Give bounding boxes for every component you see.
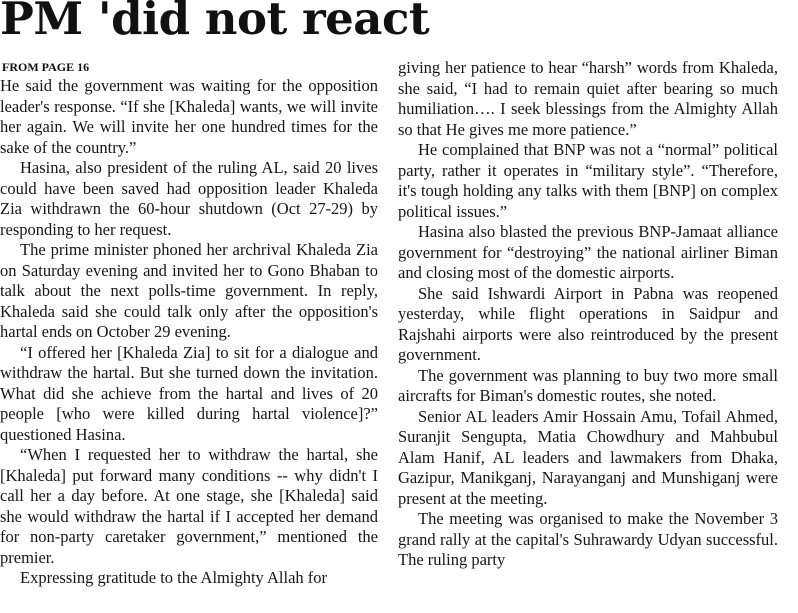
paragraph: He said the government was waiting for the opposition leader's response. “If she [Khaleda] wants, we will invite her again. We will invite her one hundred times for the sake of the country.” [0, 76, 378, 157]
right-column [398, 58, 778, 571]
paragraph: Senior AL leaders Amir Hossain Amu, Tofail Ahmed, Suranjit Sengupta, Matia Chowdhury and Mahbubul Alam Hanif, AL leaders and lawmakers from Dhaka, Gazipur, Manikganj, Narayanganj and Munshiganj were present at the meeting. [398, 406, 778, 508]
paragraph: She said Ishwardi Airport in Pabna was reopened yesterday, while flight operations in Saidpur and Rajshahi airports were also reintroduced by the present government. [398, 283, 778, 364]
paragraph: “I offered her [Khaleda Zia] to sit for a dialogue and withdraw the hartal. But she turned down the invitation. What did she achieve from the hartal and lives of 20 people [who were killed during hartal violence]?” questioned Hasina. [0, 342, 378, 444]
paragraph: Hasina also blasted the previous BNP-Jamaat alliance government for “destroying” the national airliner Biman and closing most of the domestic airports. [398, 222, 778, 282]
paragraph: The prime minister phoned her archrival Khaleda Zia on Saturday evening and invited her to Gono Bhaban to talk about the next polls-time government. In reply, Khaleda said she could talk only after the opposition's hartal ends on October 29 evening. [0, 240, 378, 341]
paragraph: “When I requested her to withdraw the hartal, she [Khaleda] put forward many conditions -- why didn't I call her a day before. At one stage, she [Khaleda] said she would withdraw the hartal if I accepted her demand for non-party caretaker government,” mentioned the premier. [0, 445, 378, 567]
paragraph: Expressing gratitude to the Almighty Allah for [20, 568, 328, 587]
paragraph: Hasina, also president of the ruling AL, said 20 lives could have been saved had opposition leader Khaleda Zia withdrawn the 60-hour shutdown (Oct 27-29) by responding to her request. [0, 158, 378, 239]
paragraph: The government was planning to buy two more small aircrafts for Biman's domestic routes, she noted. [398, 365, 778, 405]
left-column [0, 76, 378, 589]
paragraph: The meeting was organised to make the November 3 grand rally at the capital's Suhrawardy Udyan successful. The ruling party [398, 509, 778, 569]
paragraph: giving her patience to hear “harsh” words from Khaleda, she said, “I had to remain quiet after bearing so much humiliation…. I seek blessings from the Almighty Allah so that He gives me more patience.” [398, 58, 778, 139]
paragraph: He complained that BNP was not a “normal” political party, rather it operates in “military style”. “Therefore, it's tough holding any talks with them [BNP] on complex political issues.” [398, 140, 778, 221]
article-headline: PM 'did not react [0, 0, 430, 45]
jump-line: FROM PAGE 16 [2, 60, 90, 74]
